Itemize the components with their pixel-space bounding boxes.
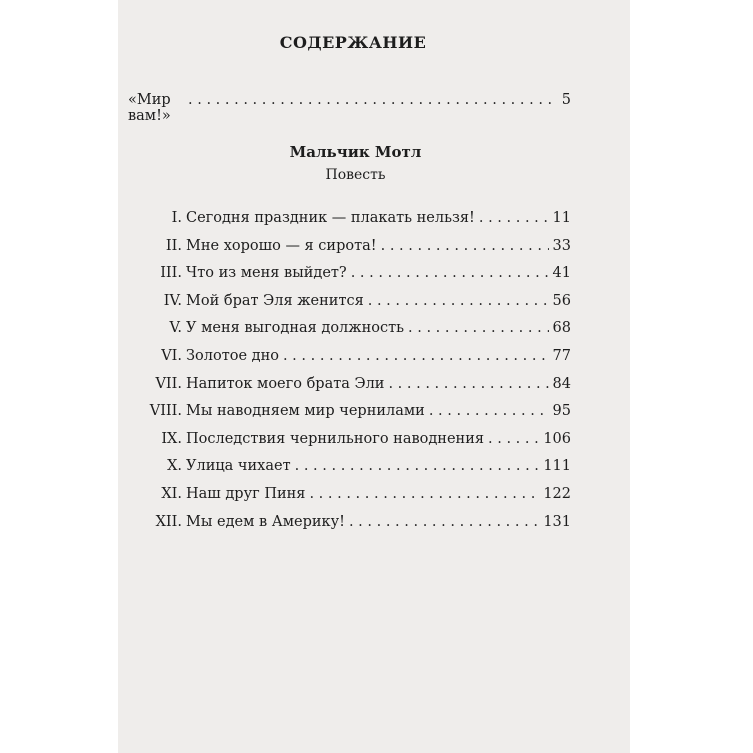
dot-leader [381,238,549,254]
dot-leader [388,376,548,392]
chapter-page-number: 95 [552,403,571,420]
chapter-page-number: 68 [552,320,571,337]
chapter-page-number: 84 [552,375,571,392]
chapter-title: Улица чихает [186,458,291,475]
section-subtitle: Повесть [325,167,386,183]
chapter-title: Золотое дно [186,348,279,364]
chapter-page-number: 56 [552,292,571,309]
contents-heading: СОДЕРЖАНИЕ [279,33,427,52]
chapter-number: II. [165,237,182,254]
dot-leader [349,514,539,530]
toc-entry-chapter [118,458,571,474]
chapter-page-number: 41 [552,265,571,282]
chapter-page-number: 111 [543,458,571,475]
toc-entry-page: 5 [561,92,571,108]
chapter-title: У меня выгодная должность [186,320,405,337]
dot-leader [283,348,549,364]
chapter-title: Что из меня выйдет? [186,265,347,282]
toc-entry-title: «Мир вам!» [128,92,171,124]
toc-entry-chapter [118,293,571,309]
toc-entry-chapter [118,320,571,336]
toc-entry-chapter [118,376,571,392]
chapter-page-number: 106 [543,430,571,447]
chapter-title: Мы едем в Америку! [186,513,345,530]
dot-leader [479,210,549,226]
chapter-title: Мне хорошо — я сирота! [186,237,377,254]
toc-entry-chapter [118,210,571,226]
chapter-number: VI. [161,348,182,364]
toc-entry-chapter [118,348,571,364]
chapter-page-number: 77 [552,348,571,364]
section-title: Мальчик Мотл [289,143,422,161]
dot-leader [295,458,540,474]
book-page [118,0,630,753]
chapter-title: Последствия чернильного наводнения [186,430,485,447]
chapter-number: VII. [155,375,182,392]
dot-leader [408,320,549,336]
chapter-page-number: 131 [543,513,571,530]
toc-entry-chapter [118,431,571,447]
dot-leader [188,92,556,108]
dot-leader [488,431,539,447]
chapter-title: Наш друг Пиня [186,486,306,502]
dot-leader [351,265,549,281]
toc-entry-intro [128,92,571,124]
dot-leader [368,293,549,309]
toc-entry-chapter [118,265,571,281]
chapter-number: I. [171,210,182,226]
chapter-number: XI. [161,486,182,502]
chapter-page-number: 122 [543,486,571,502]
chapter-title: Напиток моего брата Эли [186,375,385,392]
toc-entry-chapter [118,238,571,254]
chapter-page-number: 11 [552,210,571,226]
chapter-number: V. [169,320,182,337]
chapter-number: III. [160,265,182,282]
chapter-title: Мы наводняем мир чернилами [186,403,425,420]
chapter-number: IV. [163,292,182,309]
toc-entry-chapter [118,514,571,530]
dot-leader [309,486,539,502]
chapter-number: VIII. [149,403,182,420]
chapter-number: X. [167,458,182,475]
chapter-title: Сегодня праздник — плакать нельзя! [186,210,475,226]
toc-entry-chapter [118,486,571,502]
toc-entry-chapter [118,403,571,419]
chapter-number: XII. [155,513,182,530]
dot-leader [429,403,549,419]
chapter-title: Мой брат Эля женится [186,292,364,309]
chapter-number: IX. [161,430,182,447]
chapter-page-number: 33 [552,237,571,254]
